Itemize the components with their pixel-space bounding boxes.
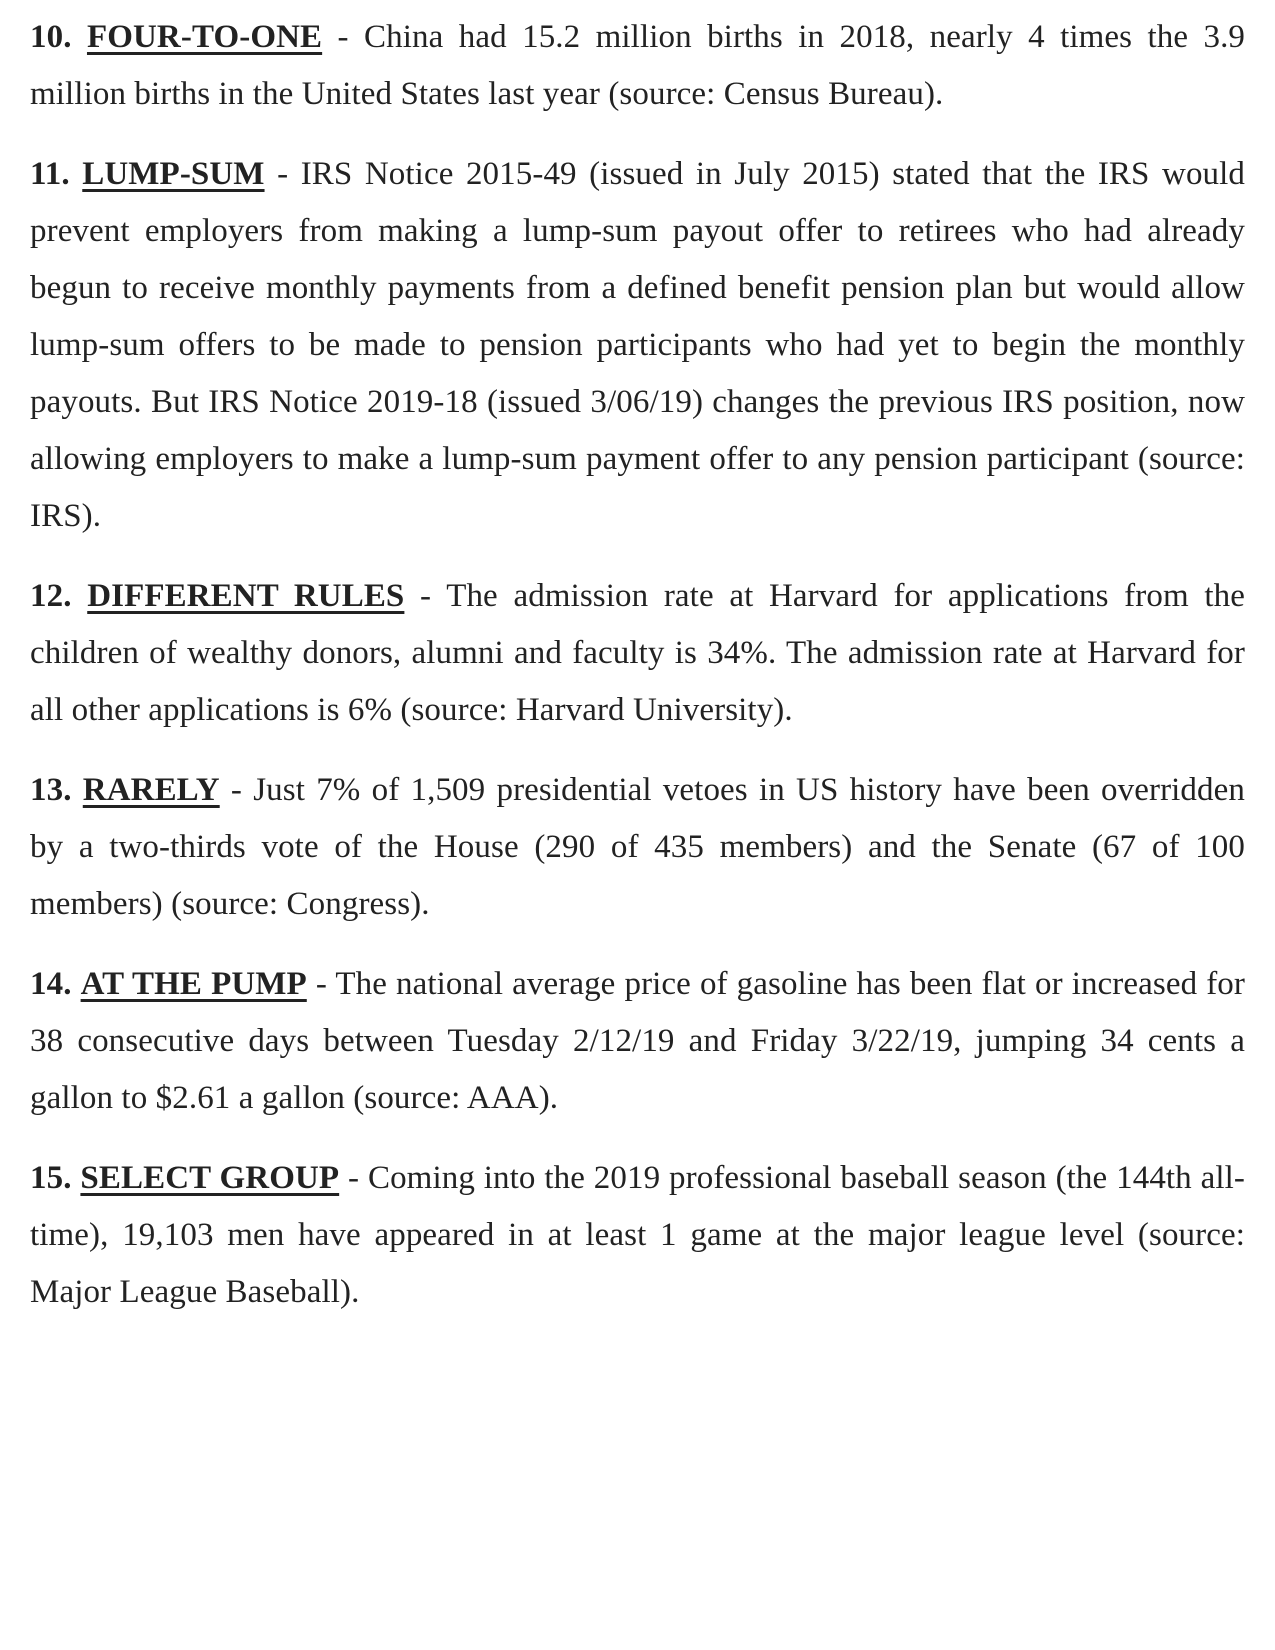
item-separator: - bbox=[315, 966, 327, 1002]
item-separator: - bbox=[230, 772, 243, 808]
item-separator: - bbox=[348, 1160, 360, 1196]
item-body: IRS Notice 2015-49 (issued in July 2015) stated that the IRS would prevent employers from making a lump-sum payout offer to retirees who had already begun to receive monthly payments from a defined benefit pension plan but would allow lump-sum offers to be made to pension participants who had yet to begin the monthly payouts. But IRS Notice 2019-18 (issued 3/06/19) changes the previous IRS position, now allowing employers to make a lump-sum payment offer to any pension participant (source: IRS). bbox=[30, 156, 1246, 534]
item-body: Just 7% of 1,509 presidential vetoes in US history have been overridden by a two-thirds vote of the House (290 of 435 members) and the Senate (67 of 100 members) (source: Congress). bbox=[30, 772, 1245, 922]
item-body: The national average price of gasoline has been flat or increased for 38 consecutive days between Tuesday 2/12/19 and Friday 3/22/19, jumping 34 cents a gallon to $2.61 a gallon (source: AAA). bbox=[30, 966, 1245, 1116]
item-heading: RARELY bbox=[82, 772, 220, 808]
item-heading: LUMP-SUM bbox=[82, 156, 265, 192]
item-separator: - bbox=[337, 19, 349, 55]
item-heading: DIFFERENT RULES bbox=[87, 578, 405, 614]
item-number: 13. bbox=[30, 772, 72, 808]
item-separator: - bbox=[420, 578, 432, 614]
item-number: 14. bbox=[30, 966, 72, 1002]
item-number: 15. bbox=[30, 1160, 72, 1196]
item-number: 12. bbox=[30, 578, 72, 614]
item-heading: FOUR-TO-ONE bbox=[86, 19, 323, 55]
item-heading: SELECT GROUP bbox=[80, 1160, 340, 1196]
fact-item-15 bbox=[30, 1150, 1245, 1321]
item-body: The admission rate at Harvard for applications from the children of wealthy donors, alumni and faculty is 34%. The admission rate at Harvard for all other applications is 6% (source: Harvard University). bbox=[30, 578, 1245, 728]
fact-item-11 bbox=[30, 146, 1245, 545]
item-heading: AT THE PUMP bbox=[80, 966, 307, 1002]
fact-item-14 bbox=[30, 956, 1245, 1127]
fact-item-10 bbox=[30, 9, 1245, 123]
fact-item-12 bbox=[30, 568, 1245, 739]
item-number: 11. bbox=[30, 156, 70, 192]
item-body: Coming into the 2019 professional baseball season (the 144th all-time), 19,103 men have appeared in at least 1 game at the major league level (source: Major League Baseball). bbox=[30, 1160, 1246, 1310]
item-body: China had 15.2 million births in 2018, nearly 4 times the 3.9 million births in the United States last year (source: Census Bureau). bbox=[30, 19, 1246, 112]
fact-item-13 bbox=[30, 762, 1245, 933]
item-separator: - bbox=[277, 156, 289, 192]
item-number: 10. bbox=[30, 19, 72, 55]
